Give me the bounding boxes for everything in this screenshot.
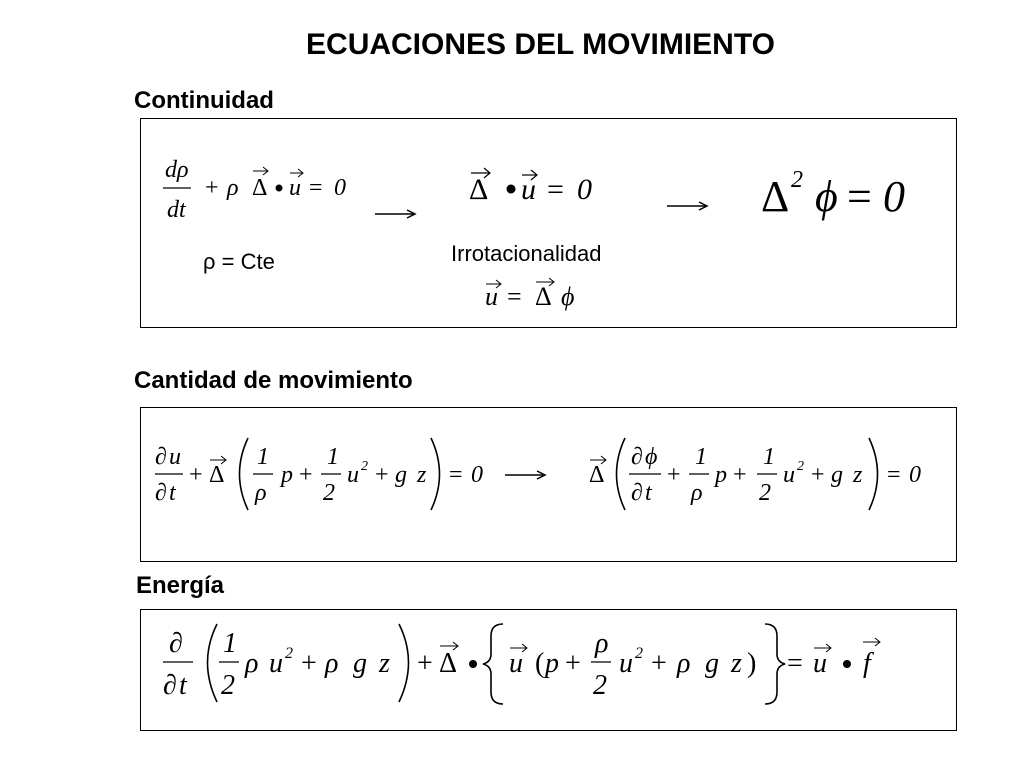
svg-text:g: g [353,648,367,679]
svg-text:=: = [847,172,872,221]
svg-text:t: t [169,480,176,506]
svg-text:0: 0 [577,173,592,206]
svg-text:1: 1 [763,444,775,470]
continuidad-box [140,118,957,328]
divergence-equation [469,163,609,207]
svg-text:(: ( [535,648,545,679]
svg-text:2: 2 [221,670,235,701]
svg-text:+: + [417,648,433,679]
svg-text:ϕ: ϕ [645,444,658,470]
svg-text:ρ: ρ [595,628,609,659]
svg-text:z: z [417,462,427,488]
svg-text:ρ: ρ [691,480,703,506]
svg-text:+: + [565,648,581,679]
energy-equation [163,618,943,714]
svg-text:=: = [449,462,463,488]
svg-text:+: + [299,462,313,488]
svg-text:2: 2 [797,459,804,474]
svg-text:∂: ∂ [631,444,643,470]
svg-text:dρ: dρ [165,157,189,183]
svg-text:g: g [831,462,843,488]
arrow-icon [373,205,423,221]
svg-text:): ) [747,648,757,679]
cantidad-box [140,407,957,562]
svg-text:∂: ∂ [155,444,167,470]
svg-text:1: 1 [695,444,707,470]
svg-text:ρ: ρ [255,480,267,506]
svg-text:=: = [507,282,522,311]
heading-continuidad: Continuidad [134,87,274,114]
svg-text:+: + [301,648,317,679]
svg-text:t: t [179,670,187,701]
energia-box [140,609,957,731]
continuity-equation [161,153,391,233]
svg-text:ρ: ρ [245,648,259,679]
svg-text:+: + [651,648,667,679]
svg-text:+: + [667,462,681,488]
svg-text:u: u [619,648,633,679]
svg-text:+: + [205,175,219,201]
svg-text:2: 2 [759,480,771,506]
svg-text:∂: ∂ [155,480,167,506]
svg-text:0: 0 [909,462,921,488]
svg-text:t: t [645,480,652,506]
svg-text:f: f [863,648,871,679]
svg-text:1: 1 [327,444,339,470]
svg-text:z: z [731,648,742,679]
svg-text:+: + [189,462,203,488]
svg-text:Δ: Δ [209,462,225,488]
svg-text:∂: ∂ [163,670,177,701]
svg-text:p: p [281,462,293,488]
svg-text:1: 1 [223,628,237,659]
svg-text:g: g [705,648,719,679]
arrow-icon [503,466,553,482]
svg-text:0: 0 [883,172,905,221]
momentum-equation [153,434,493,518]
svg-text:ϕ: ϕ [815,172,838,221]
svg-text:2: 2 [285,645,293,662]
density-condition: ρ = Cte [203,249,275,274]
svg-text:u: u [521,173,536,206]
svg-text:z: z [379,648,390,679]
svg-text:Δ: Δ [761,172,790,221]
arrow-icon [665,197,715,213]
svg-text:Δ: Δ [589,462,605,488]
svg-text:ρ: ρ [227,175,239,201]
svg-text:+: + [811,462,825,488]
svg-text:u: u [485,282,498,311]
svg-text:=: = [787,648,803,679]
svg-text:=: = [547,173,564,206]
svg-text:ρ: ρ [677,648,691,679]
svg-text:z: z [853,462,863,488]
irrotationality-label: Irrotacionalidad [451,241,602,266]
svg-text:u: u [347,462,359,488]
page-title: ECUACIONES DEL MOVIMIENTO [306,28,775,61]
svg-text:2: 2 [635,645,643,662]
svg-text:∂: ∂ [631,480,643,506]
svg-text:2: 2 [593,670,607,701]
svg-text:=: = [887,462,901,488]
laplace-equation [761,161,921,221]
svg-text:∂: ∂ [169,628,183,659]
svg-text:+: + [375,462,389,488]
svg-text:ρ: ρ [325,648,339,679]
svg-text:dt: dt [167,197,186,223]
svg-text:u: u [269,648,283,679]
svg-text:1: 1 [257,444,269,470]
svg-text:u: u [783,462,795,488]
svg-text:p: p [715,462,727,488]
svg-text:0: 0 [334,175,346,201]
svg-text:Δ: Δ [469,173,489,206]
svg-text:g: g [395,462,407,488]
svg-text:Δ: Δ [439,648,458,679]
svg-text:+: + [733,462,747,488]
svg-text:0: 0 [471,462,483,488]
svg-text:u: u [813,648,827,679]
svg-text:2: 2 [791,167,803,193]
bernoulli-equation [587,434,937,518]
svg-text:p: p [545,648,559,679]
heading-energia: Energía [136,572,225,599]
svg-text:u: u [509,648,523,679]
svg-text:2: 2 [361,459,368,474]
svg-text:2: 2 [323,480,335,506]
svg-text:Δ: Δ [252,175,268,201]
potential-velocity-equation [483,275,603,315]
heading-cantidad-de-movimiento: Cantidad de movimiento [134,367,413,394]
svg-text:u: u [169,444,181,470]
svg-text:ϕ: ϕ [561,282,575,311]
svg-text:Δ: Δ [535,282,552,311]
svg-text:=: = [309,175,323,201]
svg-text:u: u [289,175,301,201]
